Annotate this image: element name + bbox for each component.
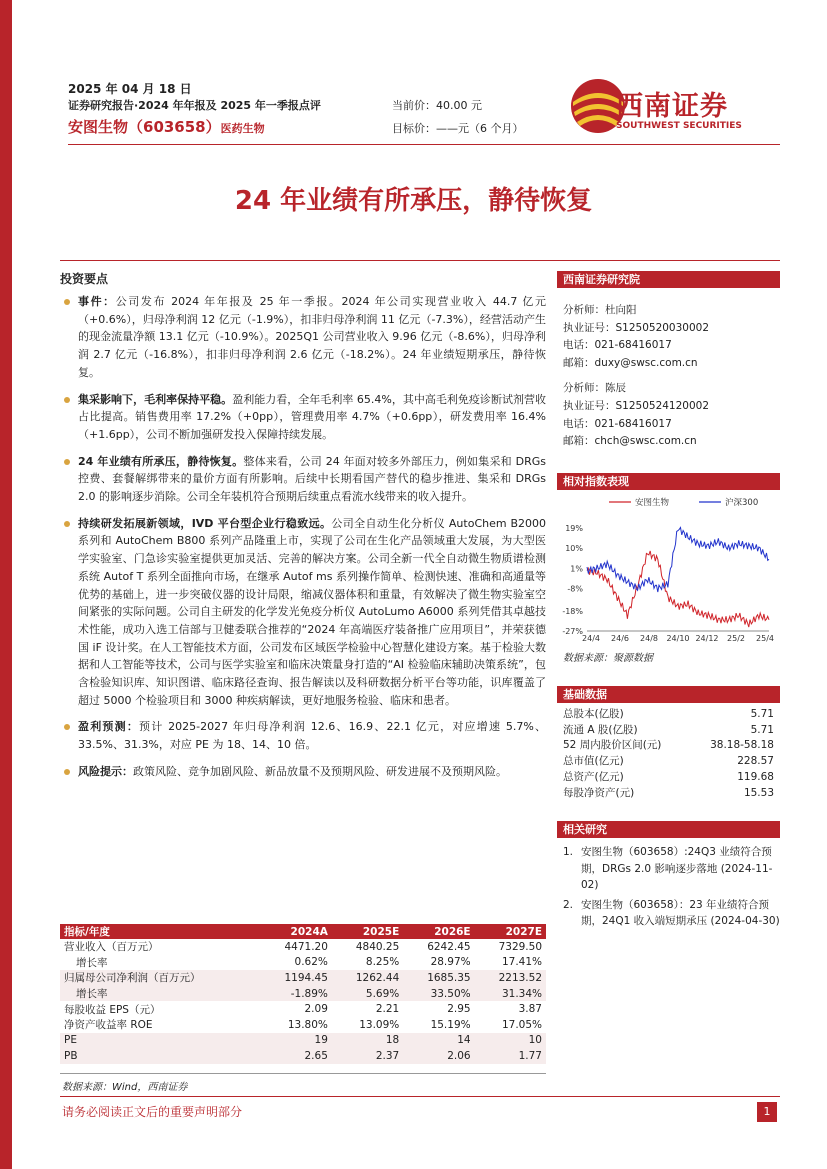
logo-cn: 西南证券 [616, 91, 728, 122]
bullet-dot-icon [64, 769, 70, 775]
bullet-text: 公司发布 2024 年年报及 25 年一季报。2024 年公司实现营业收入 44.7 亿元（+0.6%），归母净利润 12 亿元（-1.9%），扣非归母净利润 11 亿元（-7.3%），经营活动产生的现金流量净额 13.1 亿元（-10.9%）。2025Q1 公司营业收入 9.96 亿元（-8.6%），归母净利润 2.7 亿元（-16.8%），扣非归母净利润 2.6 亿元（-18.2%）。24 年业绩短期承压，静待恢复。 [78, 295, 547, 379]
table-cell: 18 [332, 1033, 403, 1049]
basic-data-row [557, 770, 780, 786]
analyst-entry [557, 302, 780, 372]
row-label: 每股收益 EPS（元） [64, 1003, 161, 1016]
basic-data-value: 15.53 [743, 786, 774, 799]
row-label: 增长率 [60, 986, 261, 1002]
sector-label: 医药生物 [220, 122, 265, 135]
table-row [60, 1017, 546, 1033]
related-heading: 相关研究 [557, 821, 780, 838]
basic-data-list [557, 703, 780, 801]
related-item[interactable] [557, 844, 780, 894]
investment-bullet [60, 763, 546, 781]
y-tick-label: 10% [565, 544, 583, 554]
x-tick-label: 24/4 [582, 634, 600, 643]
y-tick-label: 19% [565, 524, 583, 533]
table-cell: 6242.45 [427, 940, 471, 953]
relative-index-heading: 相对指数表现 [557, 473, 780, 490]
table-column-header: 2027E [475, 924, 546, 939]
financial-table-header [60, 924, 546, 939]
table-cell: 4840.25 [355, 940, 400, 953]
basic-data-row [557, 723, 780, 739]
table-cell: 31.34% [475, 986, 546, 1002]
investment-bullet [60, 293, 546, 382]
related-number: 2. [563, 898, 574, 911]
related-text: 安图生物（603658）：23 年业绩符合预期，24Q1 收入端短期承压 (2024-04-30) [581, 898, 780, 927]
table-cell: 13.09% [359, 1018, 400, 1031]
table-cell: 2.65 [261, 1048, 332, 1064]
page-number: 1 [757, 1102, 777, 1122]
table-cell: 2.95 [447, 1003, 471, 1016]
analyst-name: 分析师：杜向阳 [563, 304, 637, 316]
bullet-dot-icon [64, 459, 70, 465]
table-cell: 28.97% [430, 956, 471, 969]
basic-data-value: 38.18-58.18 [710, 739, 774, 752]
chart-source: 数据来源：聚源数据 [563, 653, 653, 664]
table-row [60, 970, 546, 986]
analyst-email[interactable]: 邮箱：duxy@swsc.com.cn [563, 356, 698, 369]
legend-label: 安图生物 [635, 498, 670, 508]
table-cell: 2213.52 [475, 970, 546, 986]
bullet-lead: 24 年业绩有所承压，静待恢复。 [78, 454, 244, 468]
bullet-text: 政策风险、竞争加剧风险、新品放量不及预期风险、研发进展不及预期风险。 [133, 764, 507, 778]
investment-bullet [60, 718, 546, 753]
related-item[interactable] [557, 897, 780, 930]
x-tick-label: 24/10 [666, 634, 690, 643]
analyst-box [557, 271, 780, 459]
basic-data-key: 总市值(亿元) [563, 755, 624, 768]
target-price: 目标价：——元（6 个月） [392, 122, 524, 135]
basic-data-key: 52 周内股价区间(元) [563, 739, 662, 752]
report-type: 证券研究报告·2024 年年报及 2025 年一季报点评 [68, 99, 321, 112]
table-cell: 13.80% [287, 1018, 328, 1031]
basic-data-row [557, 754, 780, 770]
bullet-dot-icon [64, 724, 70, 730]
row-label: 营业收入（百万元） [64, 941, 159, 954]
bullet-text: 整体来看，公司 24 年面对较多外部压力，例如集采和 DRGs 控费、套餐解绑带来的量价方面有所影响。后续中长期看国产替代的稳步推进、集采和 DRGs 2.0 的影响逐步消除。公司全年装机符合预期后续重点看流水线带来的收入提升。 [78, 454, 546, 504]
analyst-email[interactable]: 邮箱：chch@swsc.com.cn [563, 435, 697, 448]
row-label: 归属母公司净利润（百万元） [60, 970, 261, 986]
table-cell: 17.05% [501, 1018, 542, 1031]
y-tick-label: 1% [570, 564, 583, 574]
financial-table-body [60, 939, 546, 1064]
row-label: PB [60, 1048, 261, 1064]
row-label: PE [60, 1033, 261, 1049]
current-price: 当前价：40.00 元 [392, 99, 482, 112]
investment-bullet [60, 515, 546, 710]
table-cell: 33.50% [403, 986, 474, 1002]
table-row [60, 1001, 546, 1017]
x-tick-label: 24/8 [640, 634, 658, 643]
basic-data-key: 总股本(亿股) [563, 708, 624, 720]
analyst-phone: 电话：021-68416017 [563, 339, 672, 352]
table-cell: 3.87 [518, 1003, 542, 1016]
company-label: 安图生物（603658） [68, 118, 221, 136]
table-bottom-rule [60, 1073, 546, 1074]
basic-data-box [557, 686, 780, 801]
table-column-header: 2025E [332, 924, 403, 939]
table-column-header: 2024A [261, 924, 332, 939]
logo-en: SOUTHWEST SECURITIES [616, 121, 742, 131]
table-cell: 1685.35 [403, 970, 474, 986]
bullet-lead: 盈利预测： [78, 720, 140, 734]
table-cell: 0.62% [294, 956, 328, 969]
report-date: 2025 年 04 月 18 日 [68, 82, 192, 96]
y-tick-label: -18% [562, 606, 583, 616]
table-cell: 1.77 [475, 1048, 546, 1064]
x-tick-label: 24/6 [611, 634, 629, 643]
bullet-dot-icon [64, 521, 70, 527]
basic-data-row [557, 738, 780, 754]
investment-heading: 投资要点 [60, 272, 109, 286]
table-cell: 7329.50 [498, 940, 542, 953]
company-name [68, 116, 265, 137]
analyst-cert: 执业证号：S1250520030002 [563, 321, 710, 334]
table-cell: 1262.44 [332, 970, 403, 986]
basic-data-heading: 基础数据 [557, 686, 780, 703]
bullet-lead: 集采影响下，毛利率保持平稳。 [78, 392, 233, 406]
related-text: 安图生物（603658）:24Q3 业绩符合预期，DRGs 2.0 影响逐步落地 (2024-11-02) [581, 846, 773, 891]
table-row [60, 955, 546, 971]
bullet-text: 预计 2025-2027 年归母净利润 12.6、16.9、22.1 亿元，对应增速 5.7%、33.5%、31.3%，对应 PE 为 18、14、10 倍。 [78, 720, 546, 752]
table-cell: 15.19% [430, 1018, 471, 1031]
table-cell: -1.89% [261, 986, 332, 1002]
x-tick-label: 25/4 [756, 634, 774, 643]
basic-data-key: 总资产(亿元) [563, 770, 624, 783]
series-line-index [587, 528, 769, 593]
bullet-dot-icon [64, 299, 70, 305]
analyst-entry [557, 380, 780, 450]
y-tick-label: -8% [567, 584, 583, 594]
financial-table [60, 924, 546, 1064]
basic-data-row [557, 707, 780, 723]
table-column-header: 2026E [403, 924, 474, 939]
title-divider [60, 260, 780, 261]
bullet-lead: 事件： [78, 295, 116, 308]
related-list [557, 838, 780, 930]
header-divider [68, 144, 780, 145]
table-column-header: 指标/年度 [60, 924, 261, 939]
left-accent-bar [0, 0, 12, 1169]
table-cell: 8.25% [365, 956, 400, 969]
basic-data-value: 5.71 [750, 708, 774, 720]
analyst-name: 分析师：陈辰 [563, 382, 626, 395]
basic-data-value: 119.68 [737, 770, 774, 783]
y-tick-label: -27% [562, 627, 583, 636]
table-cell: 10 [475, 1033, 546, 1049]
table-row [60, 939, 546, 955]
bullet-text: 公司全自动生化分析仪 AutoChem B2000 系列和 AutoChem B800 系列产品隆重上市，实现了公司在生化产品领域重大发展，为大型医学实验室、门急诊实验室提供更加灵活、完善的解决方案。公司全新一代全自动微生物质谱检测系统 Autof T 系列全面推向市场，在继承 Autof ms 系列操作简单、检测快速、准确和高通量等优势的基础上，进一步突破仪器的设计局限，缩减仪器体积和重量，有效解决了微生物实验室空间紧张的实际问题。公司自主研发的化学发光免疫分析仪 AutoLumo A6000 系列凭借其卓越技术性能，成功入选工信部与卫健委联合推荐的“2024 年高端医疗装备推广应用项目”，并荣获德国 iF 设计奖。在人工智能技术方面，公司发布区域医学检验中心智慧化建设方案。基于检验大数据和人工智能等技术，公司与医学实验室和临床决策量身打造的“AI 检验临床辅助决策系统”，包含检验知识库、知识图谱、临床路径查询、报告解读以及科研数据分析平台等功能，识库覆盖了超过 5000 个检验项目和 3000 种疾病解读，更好地服务检验、临床和患者。 [78, 516, 546, 707]
table-cell: 5.69% [332, 986, 403, 1002]
legend-label: 沪深300 [725, 498, 759, 508]
table-cell: 2.06 [403, 1048, 474, 1064]
table-row [60, 1033, 546, 1049]
relative-index-box [557, 473, 780, 664]
series-line-stock [587, 551, 769, 627]
bullet-text: 盈利能力看，全年毛利率 65.4%，其中高毛利免疫诊断试剂营收占比提高。销售费用率 17.2%（+0pp），管理费用率 4.7%（+0.6pp），研发费用率 16.4%（+1.6pp），公司不断加强研发投入保障持续发展。 [78, 392, 546, 441]
table-cell: 2.37 [332, 1048, 403, 1064]
analyst-phone: 电话：021-68416017 [563, 417, 672, 430]
table-row [60, 1048, 546, 1064]
footer-notice: 请务必阅读正文后的重要声明部分 [62, 1105, 243, 1119]
investment-section [60, 270, 546, 790]
table-cell: 1194.45 [261, 970, 332, 986]
row-label: 增长率 [76, 956, 108, 969]
table-cell: 4471.20 [284, 940, 328, 953]
relative-index-chart [557, 490, 780, 645]
row-label: 净资产收益率 ROE [64, 1019, 153, 1032]
footer-divider [60, 1096, 780, 1097]
table-cell: 17.41% [501, 956, 542, 969]
basic-data-value: 228.57 [737, 755, 774, 768]
table-cell: 2.21 [375, 1003, 400, 1016]
basic-data-value: 5.71 [750, 723, 774, 736]
table-cell: 19 [261, 1033, 332, 1049]
table-source: 数据来源：Wind，西南证券 [62, 1082, 188, 1093]
bullet-lead: 持续研发拓展新领域，IVD 平台型企业行稳致远。 [78, 516, 332, 530]
report-title: 24 年业绩有所承压，静待恢复 [234, 186, 593, 216]
bullet-lead: 风险提示： [78, 764, 133, 778]
investment-bullets [60, 293, 546, 781]
x-tick-label: 24/12 [695, 634, 719, 643]
table-cell: 2.09 [304, 1003, 328, 1016]
investment-bullet [60, 453, 546, 506]
analyst-heading: 西南证券研究院 [557, 271, 780, 288]
related-number: 1. [563, 846, 574, 858]
investment-bullet [60, 391, 546, 444]
analyst-cert: 执业证号：S1250524120002 [563, 399, 710, 412]
analyst-list [557, 288, 780, 451]
table-row [60, 986, 546, 1002]
bullet-dot-icon [64, 397, 70, 403]
basic-data-row [557, 786, 780, 802]
related-box [557, 821, 780, 933]
basic-data-key: 流通 A 股(亿股) [563, 723, 638, 736]
table-cell: 14 [403, 1033, 474, 1049]
x-tick-label: 25/2 [727, 634, 745, 643]
basic-data-key: 每股净资产(元) [563, 786, 635, 799]
